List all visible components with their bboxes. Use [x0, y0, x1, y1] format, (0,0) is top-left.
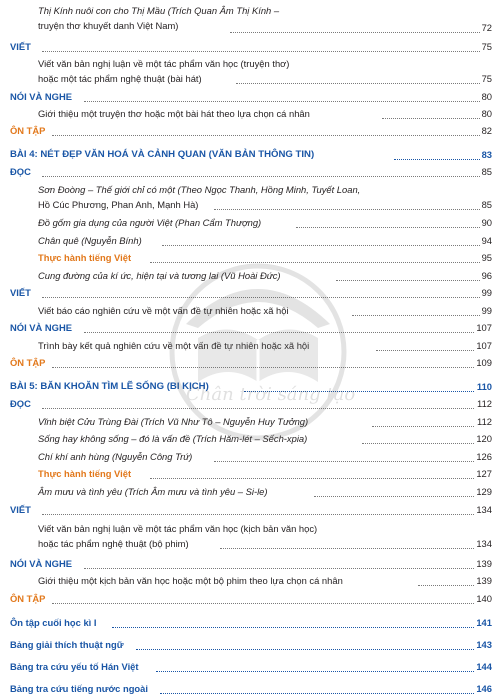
entry-title: Thực hành tiếng Việt — [38, 252, 132, 263]
entry-title-line2: Hồ Cúc Phương, Phan Anh, Mạnh Hà) — [38, 199, 199, 210]
toc-entry[interactable] — [0, 574, 502, 590]
entry-title: Vĩnh biệt Cửu Trùng Đài (Trích Vũ Như Tô – Nguyễn Huy Tưởng) — [38, 416, 309, 427]
entry-title-line2: truyện thơ khuyết danh Việt Nam) — [38, 20, 179, 31]
section-title: ÔN TẬP — [10, 357, 46, 368]
entry-title: Giới thiệu một truyện thơ hoặc một bài hát theo lựa chọn cá nhân — [38, 108, 310, 119]
entry-title-line1: Viết văn bản nghị luận về một tác phẩm văn học (kịch bản văn học) — [38, 523, 318, 534]
page-number: 80 — [481, 108, 492, 119]
dot-leader — [42, 51, 480, 52]
page-number: 112 — [477, 398, 492, 409]
dot-leader — [156, 671, 474, 672]
dot-leader — [160, 693, 474, 694]
dot-leader — [52, 603, 474, 604]
page-number: 126 — [476, 451, 492, 462]
page-number: 96 — [481, 270, 492, 281]
toc-entry[interactable] — [0, 216, 502, 232]
dot-leader — [214, 461, 474, 462]
dot-leader — [394, 159, 480, 160]
dot-leader — [42, 176, 480, 177]
unit-title: BÀI 5: BĂN KHOĂN TÌM LẼ SỐNG (BI KỊCH) — [10, 381, 209, 392]
page-number: 107 — [476, 340, 492, 351]
page-number: 134 — [476, 538, 492, 549]
toc-entry[interactable] — [0, 57, 502, 84]
entry-title-line1: Sơn Đoòng – Thế giới chỉ có một (Theo Ngọc Thanh, Hồng Minh, Tuyết Loan, — [38, 184, 361, 195]
dot-leader — [296, 227, 480, 228]
page-number: 120 — [476, 433, 492, 444]
page-number: 99 — [481, 287, 492, 298]
entry-title: Thực hành tiếng Việt — [38, 468, 132, 479]
dot-leader — [42, 514, 474, 515]
page-number: 129 — [476, 486, 492, 497]
entry-title: Giới thiệu một kịch bản văn học hoặc một bộ phim theo lựa chọn cá nhân — [38, 575, 343, 586]
toc-entry[interactable] — [0, 234, 502, 250]
entry-title: Viết báo cáo nghiên cứu về một vấn đề tự nhiên hoặc xã hội — [38, 305, 289, 316]
entry-title: Chân quê (Nguyễn Bính) — [38, 235, 142, 246]
section-title: ĐỌC — [10, 166, 31, 177]
dot-leader — [150, 478, 474, 479]
dot-leader — [382, 118, 480, 119]
page-number: 94 — [481, 235, 492, 246]
entry-title-line1: Thị Kính nuôi con cho Thị Mầu (Trích Quan Âm Thị Kính – — [38, 5, 280, 16]
toc-entry[interactable] — [0, 485, 502, 501]
page-number: 127 — [476, 468, 492, 479]
page-number: 82 — [481, 125, 492, 136]
dot-leader — [372, 426, 474, 427]
entry-title-line2: hoặc tác phẩm nghệ thuật (bộ phim) — [38, 538, 189, 549]
page-number: 95 — [481, 252, 492, 263]
entry-title: Cung đường của kí ức, hiện tại và tương lai (Vũ Hoài Đức) — [38, 270, 281, 281]
toc-entry[interactable] — [0, 107, 502, 123]
toc-section[interactable] — [0, 124, 502, 140]
page-number: 143 — [476, 639, 492, 650]
dot-leader — [220, 548, 474, 549]
dot-leader — [236, 83, 480, 84]
section-title: ÔN TẬP — [10, 593, 46, 604]
toc-entry[interactable] — [0, 467, 502, 483]
page-number: 99 — [481, 305, 492, 316]
toc-entry[interactable] — [0, 450, 502, 466]
page-number: 83 — [481, 149, 492, 160]
dot-leader — [84, 101, 480, 102]
page-number: 140 — [476, 593, 492, 604]
page-number: 144 — [476, 661, 492, 672]
page-number: 134 — [476, 504, 492, 515]
toc-section[interactable] — [0, 40, 502, 56]
dot-leader — [112, 627, 474, 628]
dot-leader — [84, 568, 474, 569]
page-number: 72 — [481, 22, 492, 33]
entry-title: Đồ gốm gia dụng của người Việt (Phan Cẩm Thượng) — [38, 217, 262, 228]
page-number: 139 — [476, 558, 492, 569]
toc-unit[interactable] — [0, 148, 502, 164]
toc-section[interactable] — [0, 557, 502, 573]
appendix-title: Bảng giải thích thuật ngữ — [10, 639, 124, 650]
section-title: NÓI VÀ NGHE — [10, 558, 72, 569]
toc-section[interactable] — [0, 592, 502, 608]
dot-leader — [136, 649, 474, 650]
page-number: 90 — [481, 217, 492, 228]
toc-appendix[interactable] — [0, 660, 502, 676]
page-number: 85 — [481, 199, 492, 210]
section-title: NÓI VÀ NGHE — [10, 322, 72, 333]
page-number: 109 — [476, 357, 492, 368]
entry-title: Trình bày kết quả nghiên cứu về một vấn đề tự nhiên hoặc xã hội — [38, 340, 310, 351]
page-number: 139 — [476, 575, 492, 586]
section-title: ĐỌC — [10, 398, 31, 409]
dot-leader — [214, 209, 480, 210]
appendix-title: Ôn tập cuối học kì I — [10, 617, 97, 628]
publisher-watermark-logo — [168, 262, 356, 442]
page-number: 146 — [476, 683, 492, 694]
watermark-text: Chân trời sáng tạo — [186, 384, 356, 405]
dot-leader — [376, 350, 474, 351]
unit-title: BÀI 4: NÉT ĐẸP VĂN HOÁ VÀ CẢNH QUAN (VĂN BẢN THÔNG TIN) — [10, 149, 315, 160]
toc-appendix[interactable] — [0, 682, 502, 698]
dot-leader — [52, 135, 480, 136]
watermark-emblem-icon — [168, 262, 348, 442]
page-number: 112 — [477, 416, 492, 427]
dot-leader — [314, 496, 474, 497]
dot-leader — [336, 280, 480, 281]
section-title: VIẾT — [10, 287, 31, 298]
entry-title-line2: hoặc một tác phẩm nghệ thuật (bài hát) — [38, 73, 202, 84]
dot-leader — [418, 585, 474, 586]
page-number: 75 — [481, 41, 492, 52]
page-number: 75 — [481, 73, 492, 84]
dot-leader — [352, 315, 480, 316]
entry-title: Âm mưu và tình yêu (Trích Âm mưu và tình yêu – Si-le) — [38, 486, 268, 497]
appendix-title: Bảng tra cứu yếu tố Hán Việt — [10, 661, 139, 672]
appendix-title: Bảng tra cứu tiếng nước ngoài — [10, 683, 148, 694]
page-number: 85 — [481, 166, 492, 177]
page-number: 110 — [476, 381, 492, 392]
section-title: VIẾT — [10, 41, 31, 52]
entry-title: Sống hay không sống – đó là vấn đề (Trích Hăm-lét – Sếch-xpia) — [38, 433, 308, 444]
dot-leader — [162, 245, 480, 246]
toc-entry[interactable] — [0, 183, 502, 210]
section-title: VIẾT — [10, 504, 31, 515]
toc-section[interactable] — [0, 165, 502, 181]
section-title: ÔN TẬP — [10, 125, 46, 136]
entry-title: Chí khí anh hùng (Nguyễn Công Trứ) — [38, 451, 193, 462]
entry-title-line1: Viết văn bản nghị luận về một tác phẩm văn học (truyện thơ) — [38, 58, 290, 69]
dot-leader — [362, 443, 474, 444]
toc-entry[interactable] — [0, 4, 502, 33]
toc-appendix[interactable] — [0, 638, 502, 654]
toc-appendix[interactable] — [0, 616, 502, 632]
dot-leader — [230, 32, 480, 33]
toc-section[interactable] — [0, 90, 502, 106]
toc-entry[interactable] — [0, 522, 502, 549]
page-number: 80 — [481, 91, 492, 102]
section-title: NÓI VÀ NGHE — [10, 91, 72, 102]
toc-section[interactable] — [0, 503, 502, 519]
page-number: 141 — [476, 617, 492, 628]
page-number: 107 — [476, 322, 492, 333]
